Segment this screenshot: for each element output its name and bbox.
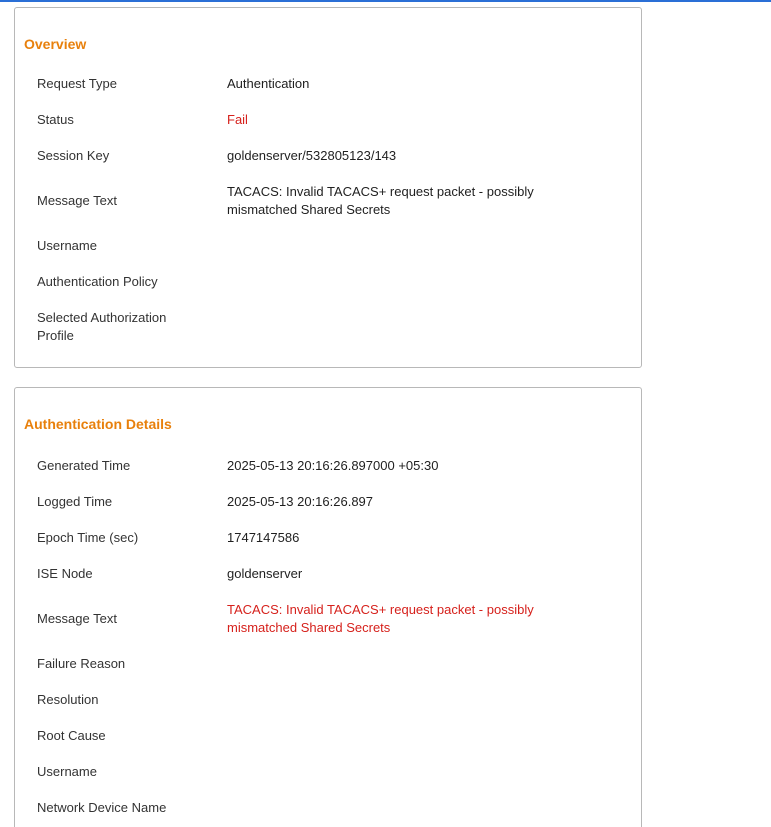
request-type-value: Authentication bbox=[227, 76, 310, 91]
authentication-details-title: Authentication Details bbox=[24, 416, 172, 432]
auth-username-label: Username bbox=[37, 764, 97, 779]
network-device-name-label: Network Device Name bbox=[37, 800, 167, 815]
request-type-label: Request Type bbox=[37, 76, 117, 91]
status-label: Status bbox=[37, 112, 74, 127]
username-label: Username bbox=[37, 238, 97, 253]
auth-message-text-label: Message Text bbox=[37, 611, 117, 626]
selected-authorization-profile-label: Selected Authorization Profile bbox=[37, 310, 167, 343]
top-accent-bar bbox=[0, 0, 771, 2]
message-text-label: Message Text bbox=[37, 193, 117, 208]
logged-time-value: 2025-05-13 20:16:26.897 bbox=[227, 494, 374, 509]
overview-title: Overview bbox=[24, 36, 87, 52]
generated-time-value: 2025-05-13 20:16:26.897000 +05:30 bbox=[227, 458, 439, 473]
epoch-time-value: 1747147586 bbox=[227, 530, 300, 545]
overview-panel bbox=[14, 7, 642, 368]
epoch-time-label: Epoch Time (sec) bbox=[37, 530, 139, 545]
generated-time-label: Generated Time bbox=[37, 458, 131, 473]
session-key-label: Session Key bbox=[37, 148, 110, 163]
authentication-details-panel bbox=[14, 387, 642, 827]
session-key-value: goldenserver/532805123/143 bbox=[227, 148, 397, 163]
root-cause-label: Root Cause bbox=[37, 728, 106, 743]
resolution-label: Resolution bbox=[37, 692, 99, 707]
status-value: Fail bbox=[227, 112, 248, 127]
logged-time-label: Logged Time bbox=[37, 494, 113, 509]
ise-node-value: goldenserver bbox=[227, 566, 303, 581]
failure-reason-label: Failure Reason bbox=[37, 656, 126, 671]
message-text-value: TACACS: Invalid TACACS+ request packet - possibly mismatched Shared Secrets bbox=[227, 184, 534, 217]
auth-message-text-value: TACACS: Invalid TACACS+ request packet - possibly mismatched Shared Secrets bbox=[227, 602, 534, 635]
authentication-policy-label: Authentication Policy bbox=[37, 274, 158, 289]
ise-node-label: ISE Node bbox=[37, 566, 93, 581]
